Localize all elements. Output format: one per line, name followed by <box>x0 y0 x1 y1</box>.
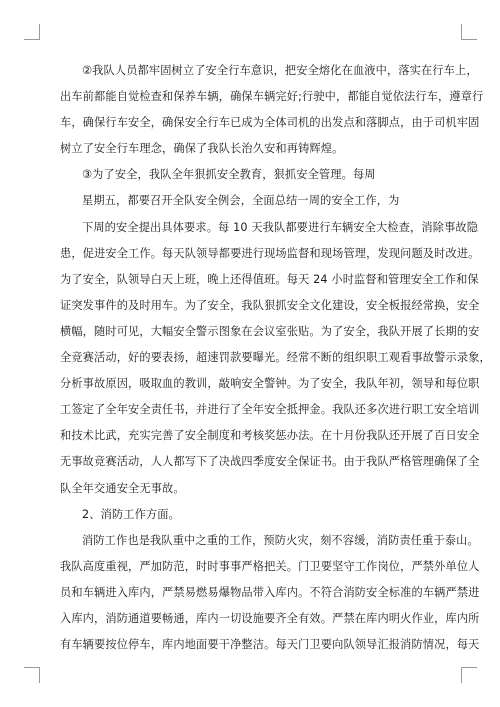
text-line: 星期五，都要召开全队安全例会，全面总结一周的安全工作，为 <box>82 194 400 208</box>
text-line: 横幅，随时可见，大幅安全警示图象在会议室张贴。为了安全，我队开展了长期的安 <box>60 324 480 338</box>
crop-mark-top-left <box>39 24 40 40</box>
text-line: 树立了安全行车理念，确保了我队长治久安和再铸辉煌。 <box>60 142 344 156</box>
text-line: 无事故竞赛活动，人人都写下了决战四季度安全保证书。由于我队严格管理确保了全 <box>60 455 480 469</box>
crop-mark-bottom-right <box>461 667 462 683</box>
crop-mark-top-left <box>24 39 40 40</box>
text-line: ②我队人员都牢固树立了安全行车意识，把安全熔化在血液中，落实在行车上， <box>82 64 478 77</box>
text-line: 患，促进安全工作。每天队领导都要进行现场监督和现场管理，发现问题及时改进。 <box>60 246 480 260</box>
crop-mark-bottom-left <box>39 667 40 683</box>
text-line: 和技术比武，充实完善了安全制度和考核奖惩办法。在十月份我队还开展了百日安全 <box>60 429 480 443</box>
text-line: 队全年交通安全无事故。 <box>60 481 185 495</box>
text-line: 消防工作也是我队重中之重的工作，预防火灾，刻不容缓，消防责任重于泰山。 <box>82 533 479 547</box>
text-line: 为了安全，队领导白天上班，晚上还得值班。每天 24 小时监督和管理安全工作和保 <box>60 272 479 286</box>
text-line: 全竞赛活动，好的要表扬，超速罚款要曝光。经常不断的组织职工观看事故警示录象， <box>60 351 491 365</box>
crop-mark-bottom-left <box>24 667 40 668</box>
crop-mark-bottom-right <box>461 667 477 668</box>
text-line: 出车前都能自觉检查和保养车辆，确保车辆完好;行驶中，都能自觉依法行车，遵章行 <box>60 90 484 104</box>
document-body <box>60 58 491 658</box>
text-line: 入库内，消防通道要畅通，库内一切设施要齐全有效。严禁在库内明火作业，库内所 <box>60 611 480 625</box>
text-line: 下周的安全提出具体要求。每 10 天我队都要进行车辆安全大检查，消除事故隐 <box>82 220 479 234</box>
text-line: 员和车辆进入库内，严禁易燃易爆物品带入库内。不符合消防安全标准的车辆严禁进 <box>60 585 480 599</box>
crop-mark-top-right <box>461 24 462 40</box>
text-line: 有车辆要按位停车，库内地面要干净整洁。每天门卫要向队领导汇报消防情况，每天 <box>60 638 480 652</box>
text-line: 2、消防工作方面。 <box>82 507 180 521</box>
text-line: 分析事故原因，吸取血的教训，敲响安全警钟。为了安全，我队年初，领导和每位职 <box>60 377 480 391</box>
text-line: 工签定了全年安全责任书，并进行了全年安全抵押金。我队还多次进行职工安全培训 <box>60 403 480 417</box>
text-line: 我队高度重视，严加防范，时时事事严格把关。门卫要坚守工作岗位，严禁外单位人 <box>60 559 480 573</box>
text-line: 证突发事件的及时用车。为了安全，我队狠抓安全文化建设，安全板报经常换，安全 <box>60 298 480 312</box>
text-line: 车，确保行车安全，确保安全行车已成为全体司机的出发点和落脚点，由于司机牢固 <box>60 116 480 130</box>
crop-mark-top-right <box>461 39 477 40</box>
text-line: ③为了安全，我队全年狠抓安全教育，狠抓安全管理。每周 <box>82 168 376 182</box>
